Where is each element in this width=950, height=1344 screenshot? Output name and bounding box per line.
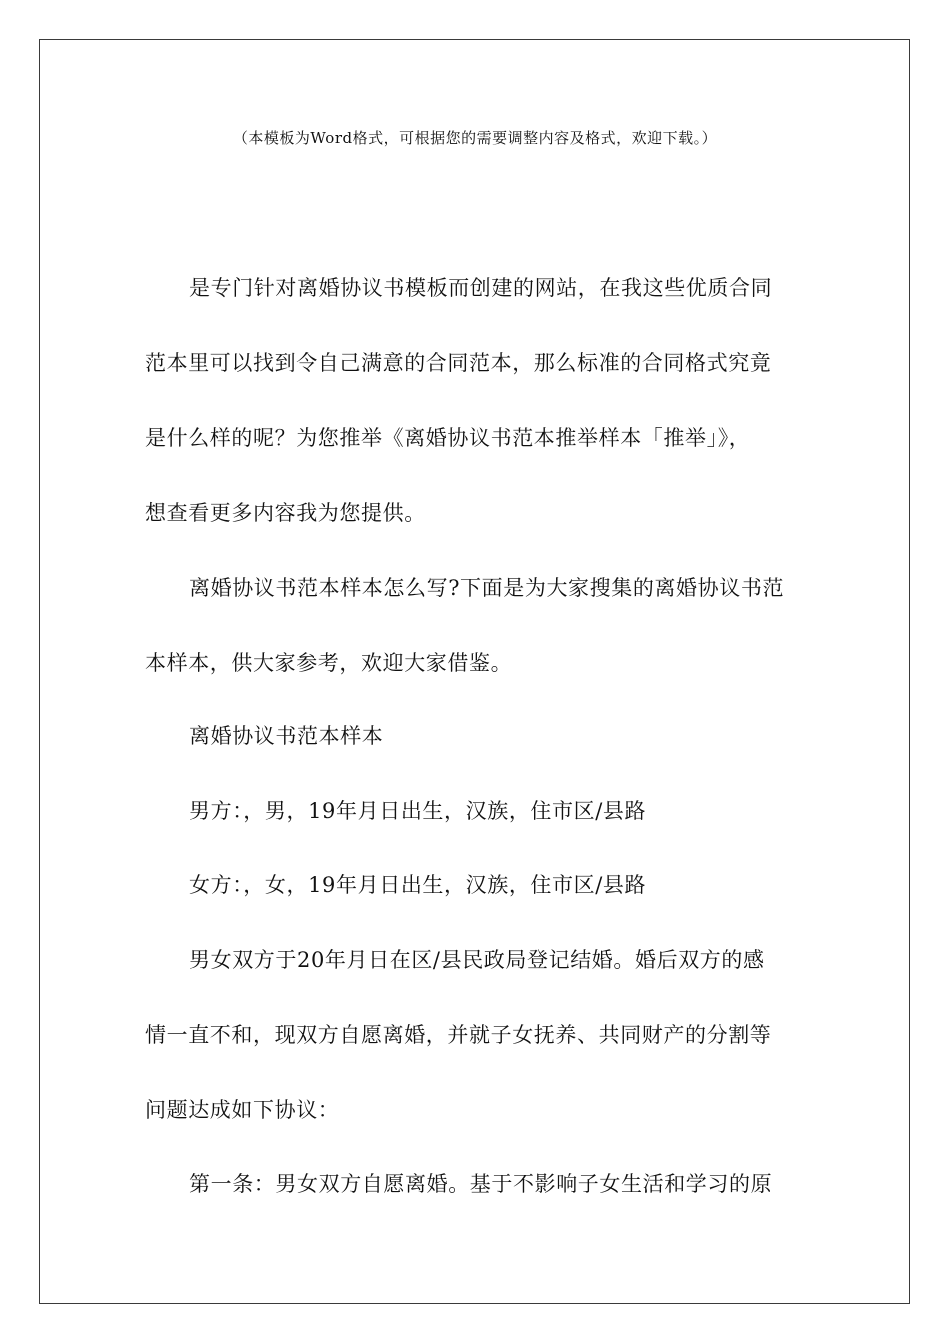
- paragraph-2-line-2: 本样本，供大家参考，欢迎大家借鉴。: [145, 651, 513, 675]
- party-female-line: 女方：，女，19年月日出生，汉族，住市区/县路: [189, 873, 647, 897]
- paragraph-1-line-2: 范本里可以找到令自己满意的合同范本，那么标准的合同格式究竟: [145, 351, 772, 375]
- paragraph-1-line-4: 想查看更多内容我为您提供。: [145, 501, 426, 525]
- paragraph-3-line-1: 男女双方于20年月日在区/县民政局登记结婚。婚后双方的感: [189, 948, 765, 972]
- article-1-line-1: 第一条：男女双方自愿离婚。基于不影响子女生活和学习的原: [189, 1172, 773, 1196]
- template-header-note: （本模板为Word格式，可根据您的需要调整内容及格式，欢迎下载。）: [232, 129, 718, 147]
- paragraph-1-line-3: 是什么样的呢？为您推举《离婚协议书范本推举样本「推举」》，: [145, 426, 751, 450]
- paragraph-3-line-3: 问题达成如下协议：: [145, 1098, 340, 1122]
- section-title: 离婚协议书范本样本: [189, 724, 384, 748]
- paragraph-3-line-2: 情一直不和，现双方自愿离婚，并就子女抚养、共同财产的分割等: [145, 1023, 772, 1047]
- paragraph-2-line-1: 离婚协议书范本样本怎么写?下面是为大家搜集的离婚协议书范: [189, 576, 785, 600]
- paragraph-1-line-1: 是专门针对离婚协议书模板而创建的网站，在我这些优质合同: [189, 276, 773, 300]
- party-male-line: 男方：，男，19年月日出生，汉族，住市区/县路: [189, 799, 647, 823]
